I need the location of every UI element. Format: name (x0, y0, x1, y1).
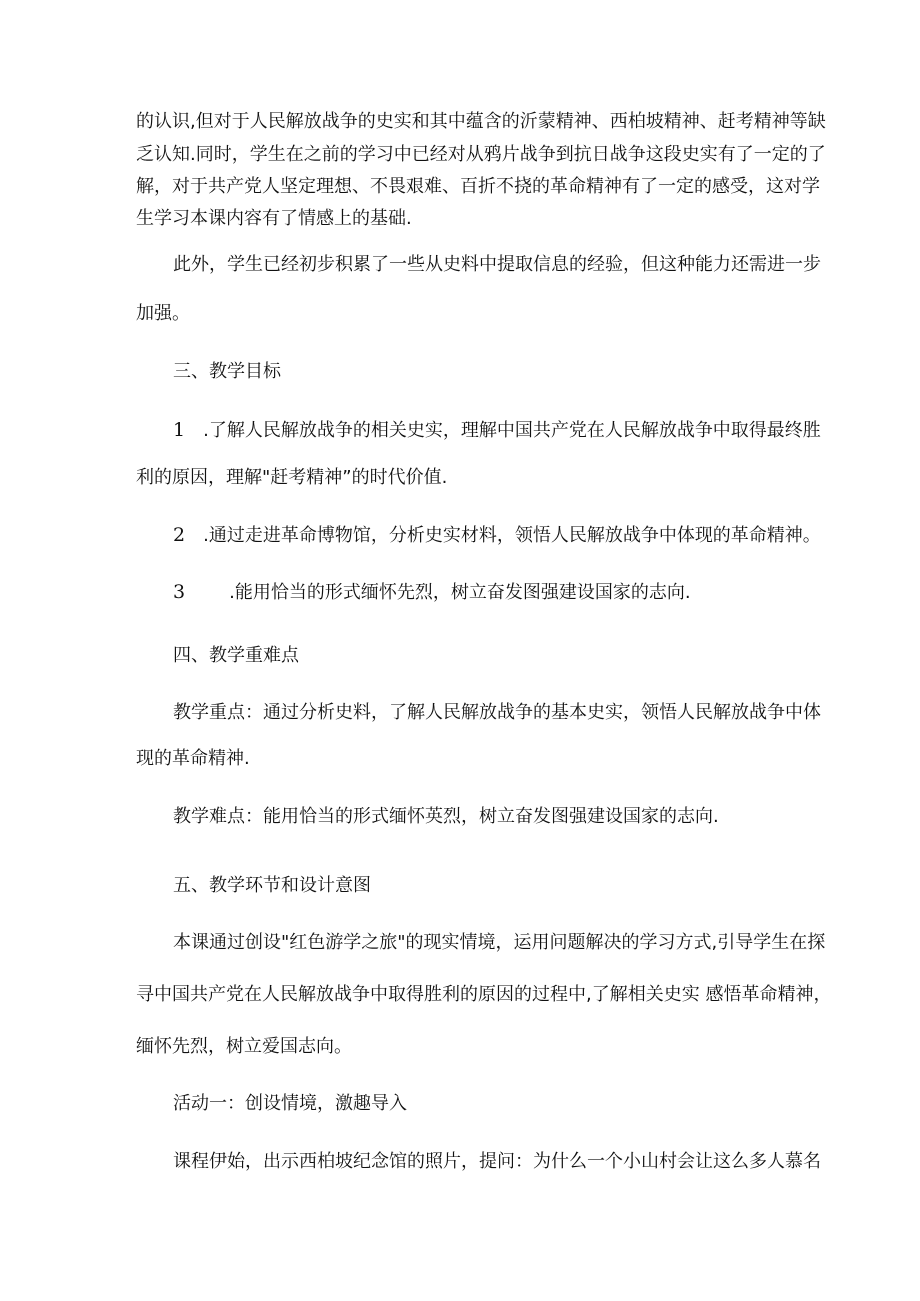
paragraph-line: 现的革命精神. (136, 748, 250, 769)
paragraph-line: 的认识,但对于人民解放战争的史实和其中蕴含的沂蒙精神、西柏坡精神、赶考精神等缺 (136, 111, 826, 132)
paragraph-line: 教学重点：通过分析史料，了解人民解放战争的基本史实，领悟人民解放战争中体 (173, 702, 821, 723)
paragraph-line: 生学习本课内容有了情感上的基础. (136, 208, 412, 229)
objective-item-1 (173, 418, 821, 443)
paragraph-line: 乏认知.同时，学生在之前的学习中已经对从鸦片战争到抗日战争这段史实有了一定的了 (136, 144, 826, 165)
paragraph-line: 利的原因，理解"赶考精神”的时代价值. (136, 467, 448, 488)
section-heading-design: 五、教学环节和设计意图 (173, 875, 371, 896)
objective-item-3 (173, 580, 691, 605)
item-number: 1 (173, 419, 186, 441)
item-text: .了解人民解放战争的相关史实，理解中国共产党在人民解放战争中取得最终胜 (203, 420, 821, 441)
paragraph-line: 寻中国共产党在人民解放战争中取得胜利的原因的过程中,了解相关史实 感悟革命精神， (136, 984, 832, 1005)
item-text: .通过走进革命博物馆，分析史实材料，领悟人民解放战争中体现的革命精神。 (203, 525, 821, 546)
paragraph-line: 解，对于共产党人坚定理想、不畏艰难、百折不挠的革命精神有了一定的感受，这对学 (136, 176, 820, 197)
paragraph-line: 加强。 (136, 303, 190, 324)
paragraph-line: 教学难点：能用恰当的形式缅怀英烈，树立奋发图强建设国家的志向. (173, 806, 719, 827)
item-text: .能用恰当的形式缅怀先烈，树立奋发图强建设国家的志向. (229, 582, 691, 603)
activity-heading: 活动一：创设情境，激趣导入 (173, 1093, 407, 1114)
paragraph-line: 此外，学生已经初步积累了一些从史料中提取信息的经验，但这种能力还需进一步 (173, 254, 821, 275)
section-heading-objectives: 三、教学目标 (173, 361, 281, 382)
paragraph-line: 本课通过创设"红色游学之旅"的现实情境，运用问题解决的学习方式,引导学生在探 (173, 932, 826, 953)
item-number: 3 (173, 581, 186, 603)
item-number: 2 (173, 524, 186, 546)
section-heading-key-points: 四、教学重难点 (173, 645, 299, 666)
paragraph-line: 缅怀先烈，树立爱国志向。 (136, 1036, 352, 1057)
paragraph-line: 课程伊始，出示西柏坡纪念馆的照片，提问：为什么一个小山村会让这么多人慕名 (173, 1151, 821, 1172)
objective-item-2 (173, 523, 821, 548)
